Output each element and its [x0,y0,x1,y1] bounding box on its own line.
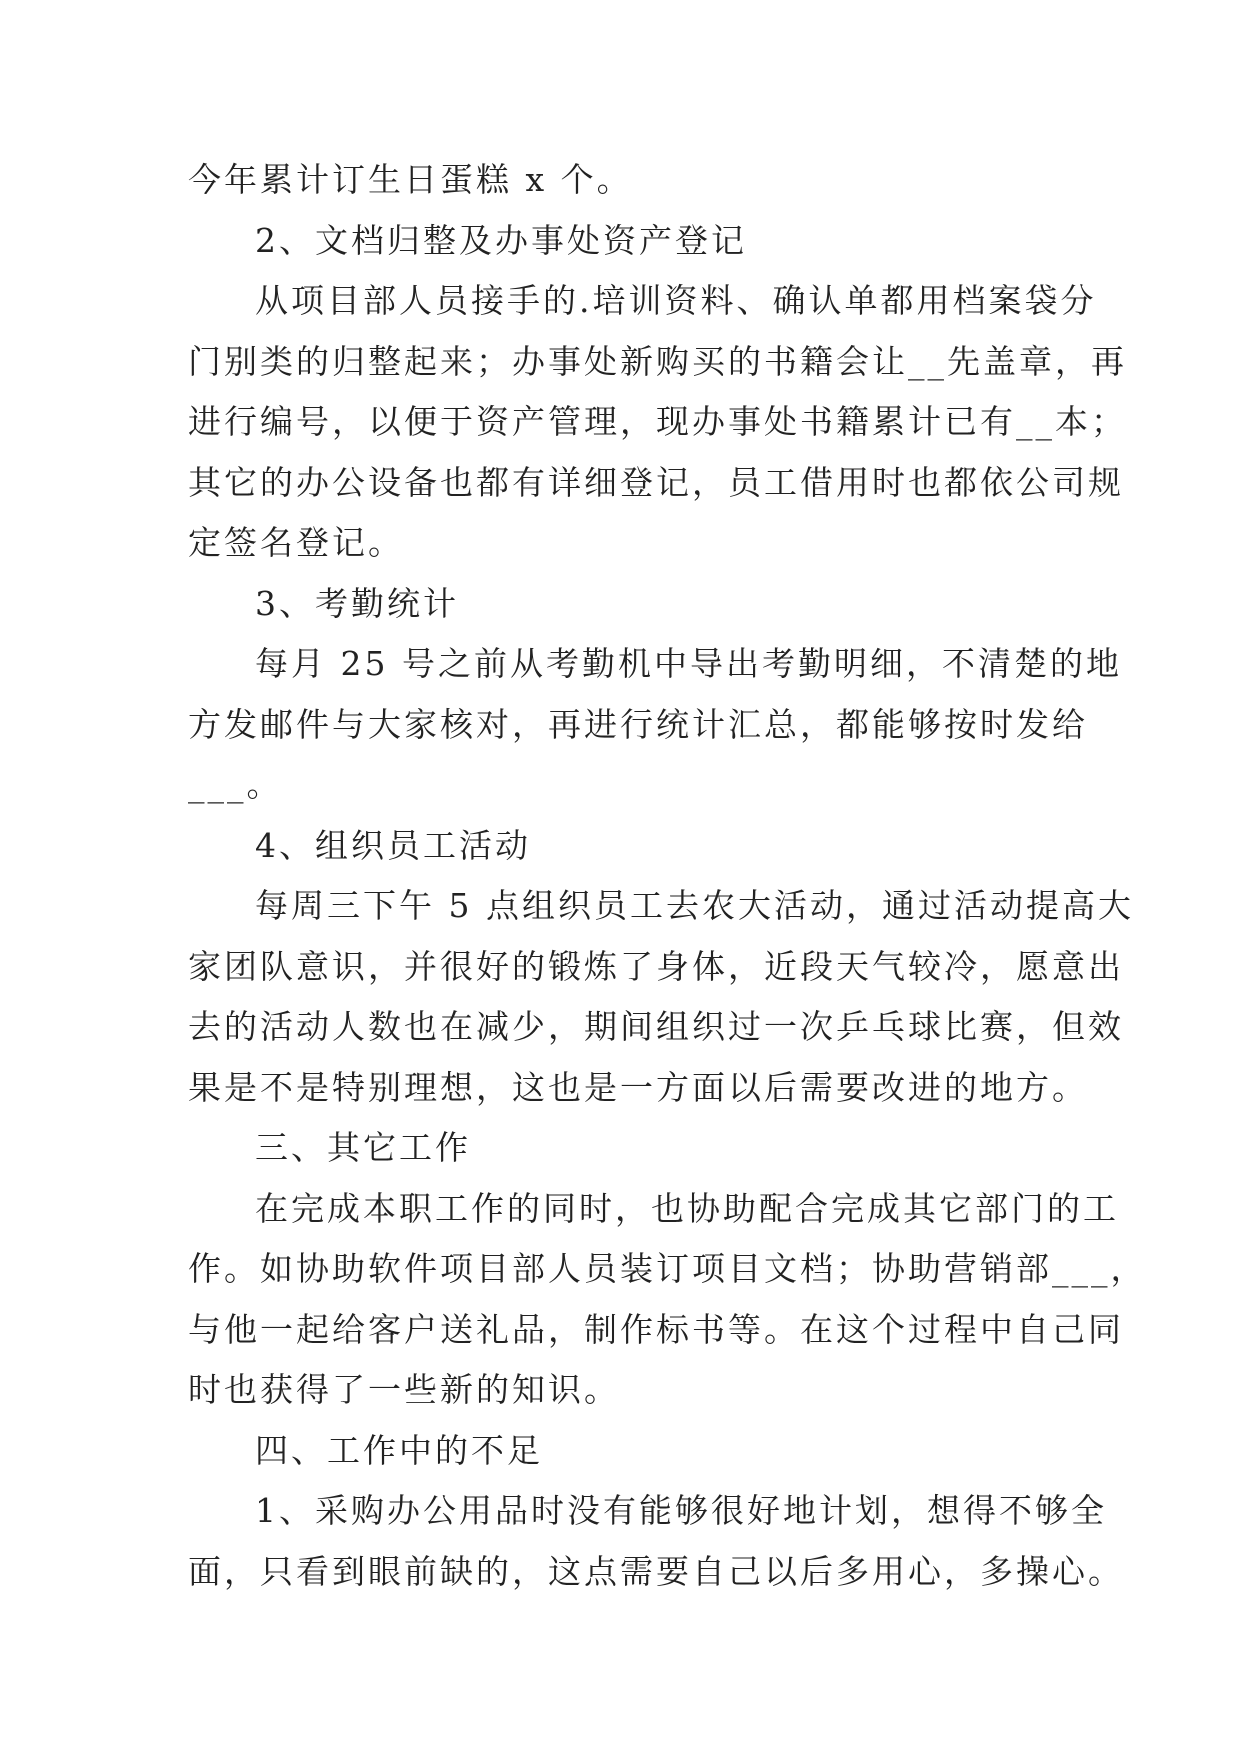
text-line: 时也获得了一些新的知识。 [188,1370,620,1409]
section-heading: 4、组织员工活动 [255,825,531,865]
text-line: 从项目部人员接手的.培训资料、确认单都用档案袋分 [255,281,1097,320]
text-line: 每周三下午 5 点组织员工去农大活动，通过活动提高大 [255,886,1134,925]
text-line: 去的活动人数也在减少，期间组织过一次乒乓球比赛，但效 [188,1007,1124,1046]
text-line: 1、采购办公用品时没有能够很好地计划，想得不够全 [255,1491,1107,1530]
text-line: 作。如协助软件项目部人员装订项目文档；协助营销部___， [188,1249,1147,1288]
text-line: 进行编号，以便于资产管理，现办事处书籍累计已有__本； [188,402,1127,441]
section-heading: 3、考勤统计 [255,583,459,623]
document-body [188,150,1147,1602]
text-line: 门别类的归整起来；办事处新购买的书籍会让__先盖章，再 [188,341,1127,381]
text-line: 果是不是特别理想，这也是一方面以后需要改进的地方。 [188,1067,1088,1107]
text-line: 方发邮件与大家核对，再进行统计汇总，都能够按时发给 [188,704,1088,744]
text-line: 在完成本职工作的同时，也协助配合完成其它部门的工 [255,1188,1119,1228]
text-line: 面，只看到眼前缺的，这点需要自己以后多用心，多操心。 [188,1551,1124,1591]
text-line: 每月 25 号之前从考勤机中导出考勤明细，不清楚的地 [255,644,1122,683]
text-line: 与他一起给客户送礼品，制作标书等。在这个过程中自己同 [188,1309,1124,1349]
text-line: 其它的办公设备也都有详细登记，员工借用时也都依公司规 [188,462,1124,502]
section-heading: 三、其它工作 [255,1128,471,1167]
text-line: 家团队意识，并很好的锻炼了身体，近段天气较冷，愿意出 [188,946,1124,986]
section-heading: 2、文档归整及办事处资产登记 [255,220,747,260]
section-heading: 四、工作中的不足 [255,1430,543,1470]
text-line: 今年累计订生日蛋糕 x 个。 [188,160,633,199]
text-line: 定签名登记。 [188,523,404,562]
text-line: ___。 [188,765,283,804]
